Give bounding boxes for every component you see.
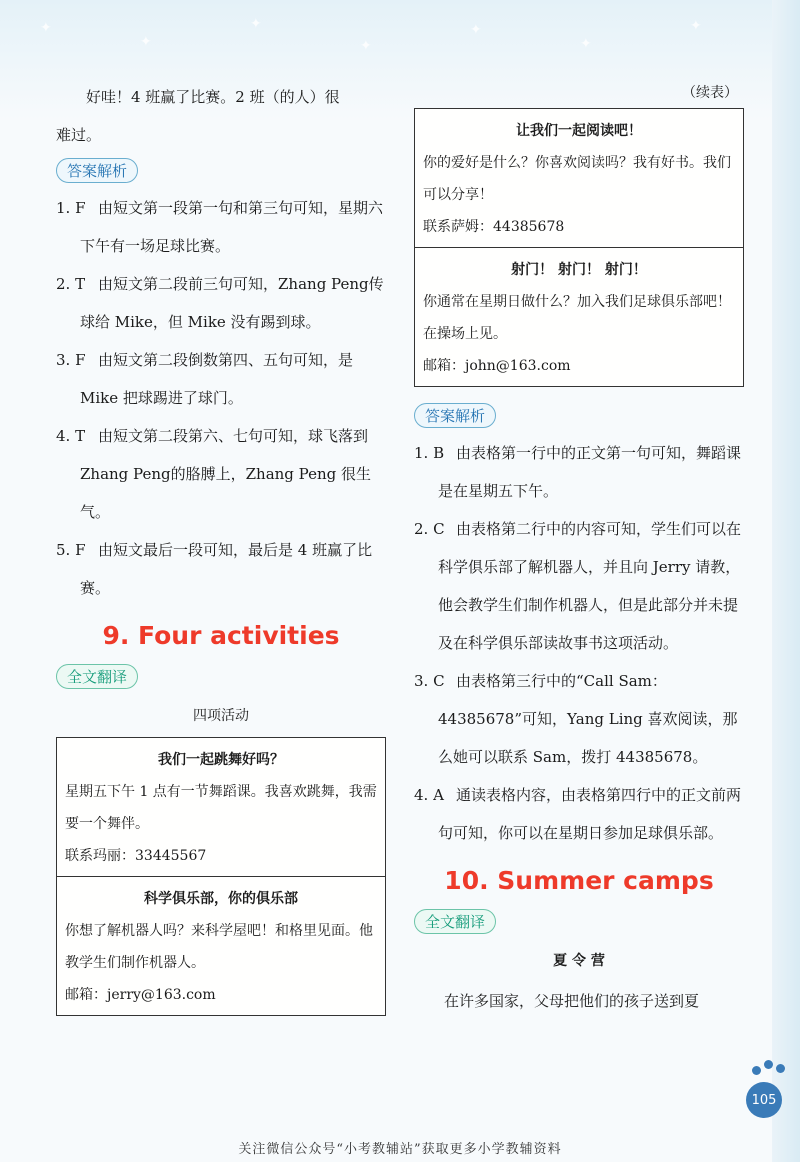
section-heading: 10. Summer camps [444, 866, 714, 895]
table-section-title: 让我们一起阅读吧！ [516, 123, 642, 139]
table-section-text: 你通常在星期日做什么？加入我们足球俱乐部吧！在操场上见。 [423, 294, 731, 342]
answer-list [414, 434, 744, 852]
answer-text: 由短文第一段第一句和第三句可知，星期六下午有一场足球比赛。 [80, 199, 384, 255]
answer-text: 由短文第二段倒数第四、五句可知，是Mike 把球踢进了球门。 [80, 351, 354, 407]
answer-text: 由表格第三行中的“Call Sam：44385678”可知，Yang Ling 喜欢阅读，那么她可以联系 Sam，拨打 44385678。 [438, 672, 738, 766]
table-section-contact: 邮箱：john@163.com [423, 358, 571, 374]
intro-line-1: 好哇！4 班赢了比赛。2 班（的人）很 [86, 88, 340, 106]
footer-note: 关注微信公众号“小考教辅站”获取更多小学教辅资料 [238, 1142, 562, 1157]
answer-item [56, 189, 386, 265]
table-section-contact: 联系萨姆：44385678 [423, 219, 565, 235]
answer-analysis-badge: 答案解析 [56, 158, 138, 183]
right-column [414, 78, 744, 1020]
paw-toe-icon [764, 1060, 773, 1069]
answer-number: 3. C [414, 672, 445, 690]
table-section [57, 876, 385, 1015]
table-section [415, 109, 743, 247]
answer-number: 5. F [56, 541, 86, 559]
activities-table-continued [414, 108, 744, 387]
table-section-text: 你的爱好是什么？你喜欢阅读吗？我有好书。我们可以分享！ [423, 155, 731, 203]
table-section [415, 247, 743, 386]
page-edge-strip [772, 0, 800, 1162]
answer-list [56, 189, 386, 607]
answer-text: 由短文最后一段可知，最后是 4 班赢了比赛。 [80, 541, 373, 597]
paragraph-start: 在许多国家，父母把他们的孩子送到夏 [444, 992, 700, 1010]
page-number: 105 [746, 1082, 782, 1118]
answer-text: 通读表格内容，由表格第四行中的正文前两句可知，你可以在星期日参加足球俱乐部。 [438, 786, 742, 842]
translation-title: 夏 令 营 [553, 953, 605, 969]
answer-text: 由短文第二段第六、七句可知，球飞落到Zhang Peng的胳膊上，Zhang Peng 很生气。 [80, 427, 371, 521]
answer-item [56, 265, 386, 341]
table-section-contact: 联系玛丽：33445567 [65, 848, 207, 864]
table-continued-label: （续表） [682, 85, 738, 101]
table-section-title: 射门！ 射门！ 射门！ [511, 262, 647, 278]
answer-number: 1. B [414, 444, 445, 462]
answer-item [56, 417, 386, 531]
translation-title: 四项活动 [193, 708, 249, 724]
answer-item [414, 434, 744, 510]
paw-toe-icon [752, 1066, 761, 1075]
answer-item [414, 662, 744, 776]
answer-text: 由表格第一行中的正文第一句可知，舞蹈课是在星期五下午。 [438, 444, 742, 500]
paw-toe-icon [776, 1064, 785, 1073]
table-section-title: 科学俱乐部，你的俱乐部 [144, 891, 298, 907]
table-section-text: 你想了解机器人吗？来科学屋吧！和格里见面。他教学生们制作机器人。 [65, 923, 373, 971]
answer-item [414, 776, 744, 852]
answer-number: 3. F [56, 351, 86, 369]
answer-number: 2. T [56, 275, 86, 293]
left-column [56, 78, 386, 1016]
translation-badge: 全文翻译 [56, 664, 138, 689]
table-section [57, 738, 385, 876]
table-section-title: 我们一起跳舞好吗？ [158, 752, 284, 768]
translation-badge: 全文翻译 [414, 909, 496, 934]
answer-text: 由表格第二行中的内容可知，学生们可以在科学俱乐部了解机器人，并且向 Jerry 请教，他会教学生们制作机器人，但是此部分并未提及在科学俱乐部读故事书这项活动。 [438, 520, 742, 652]
intro-line-2: 难过。 [56, 126, 102, 144]
answer-number: 2. C [414, 520, 445, 538]
answer-item [56, 341, 386, 417]
header-sparkles: ✦ ✦ ✦ ✦ ✦ ✦ ✦ [40, 16, 702, 54]
answer-number: 4. A [414, 786, 444, 804]
table-section-contact: 邮箱：jerry@163.com [65, 987, 216, 1003]
answer-item [414, 510, 744, 662]
section-heading: 9. Four activities [102, 621, 340, 650]
answer-number: 4. T [56, 427, 86, 445]
answer-analysis-badge: 答案解析 [414, 403, 496, 428]
activities-table [56, 737, 386, 1016]
answer-item [56, 531, 386, 607]
table-section-text: 星期五下午 1 点有一节舞蹈课。我喜欢跳舞，我需要一个舞伴。 [65, 784, 377, 832]
answer-text: 由短文第二段前三句可知，Zhang Peng传球给 Mike，但 Mike 没有踢到球。 [80, 275, 384, 331]
answer-number: 1. F [56, 199, 86, 217]
